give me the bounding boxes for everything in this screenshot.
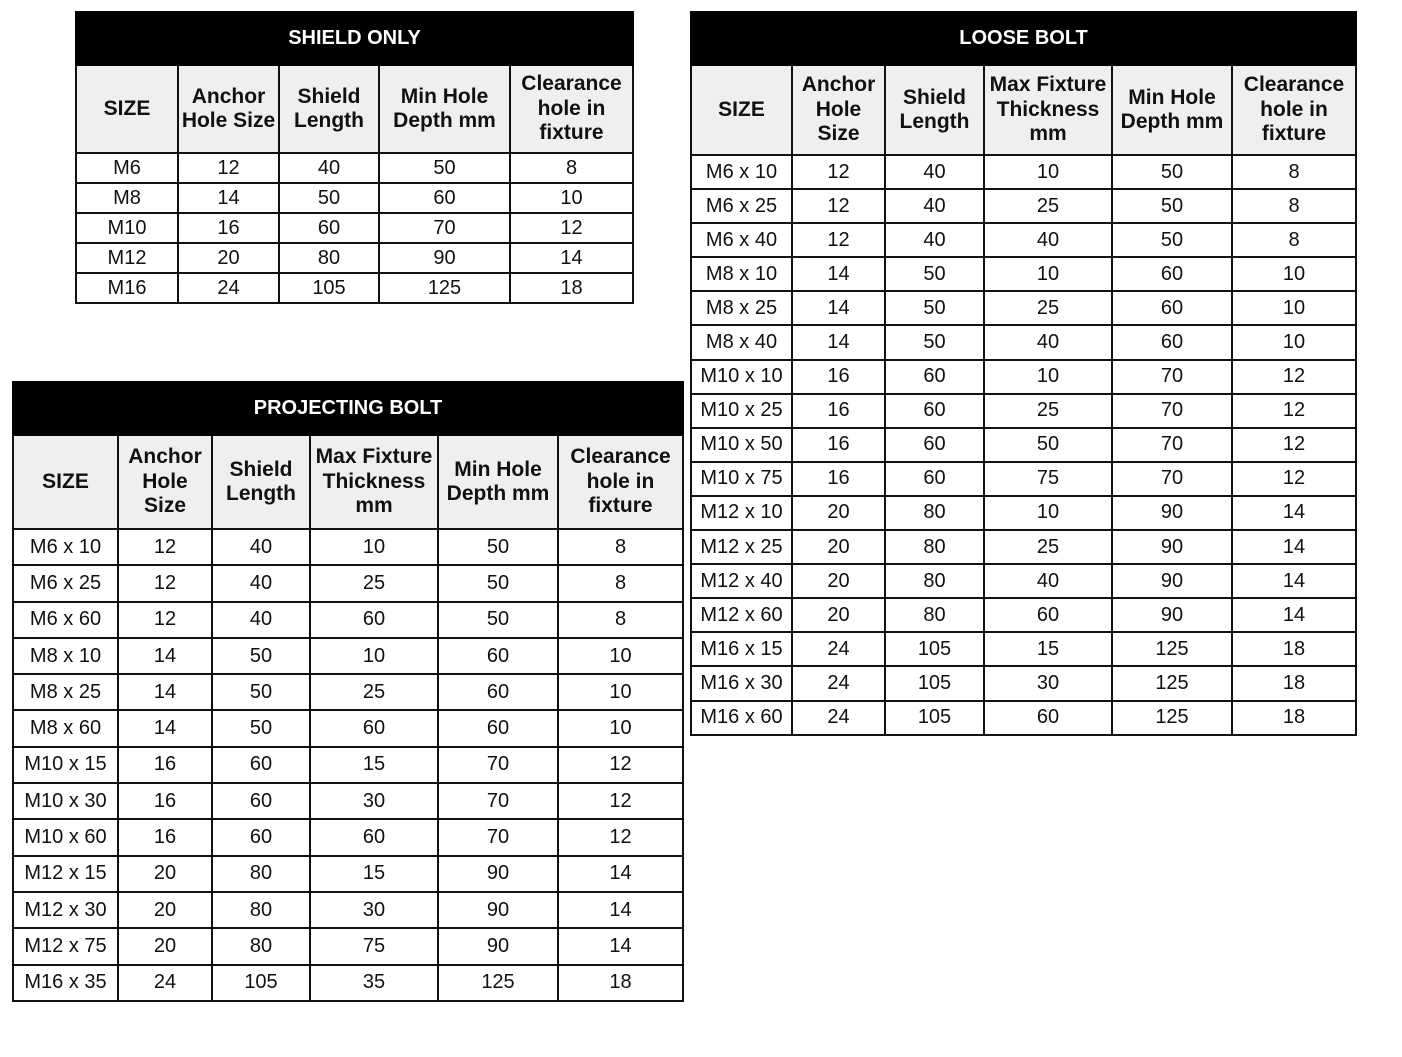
value-cell: 14 bbox=[792, 257, 885, 291]
value-cell: 14 bbox=[1232, 564, 1356, 598]
value-cell: 20 bbox=[118, 856, 212, 892]
table-row bbox=[13, 783, 683, 819]
value-cell: 60 bbox=[212, 783, 310, 819]
value-cell: 60 bbox=[885, 428, 984, 462]
size-cell: M12 x 30 bbox=[13, 892, 118, 928]
value-cell: 15 bbox=[310, 856, 438, 892]
size-cell: M16 x 35 bbox=[13, 965, 118, 1001]
value-cell: 60 bbox=[438, 638, 558, 674]
table-row bbox=[691, 223, 1356, 257]
value-cell: 20 bbox=[118, 928, 212, 964]
table-row bbox=[13, 747, 683, 783]
table-row bbox=[76, 243, 633, 273]
value-cell: 25 bbox=[984, 291, 1112, 325]
value-cell: 14 bbox=[792, 325, 885, 359]
value-cell: 50 bbox=[379, 153, 510, 183]
value-cell: 12 bbox=[558, 819, 683, 855]
size-cell: M12 x 15 bbox=[13, 856, 118, 892]
column-header-clearance-hole-in-fixture: Clearance hole in fixture bbox=[1232, 65, 1356, 155]
size-cell: M16 x 60 bbox=[691, 701, 792, 735]
column-header-max-fixture-thickness-mm: Max Fixture Thickness mm bbox=[984, 65, 1112, 155]
value-cell: 50 bbox=[438, 529, 558, 565]
value-cell: 14 bbox=[558, 892, 683, 928]
value-cell: 35 bbox=[310, 965, 438, 1001]
value-cell: 60 bbox=[885, 394, 984, 428]
value-cell: 90 bbox=[438, 856, 558, 892]
value-cell: 125 bbox=[1112, 666, 1232, 700]
value-cell: 18 bbox=[1232, 701, 1356, 735]
value-cell: 105 bbox=[885, 666, 984, 700]
column-header-shield-length: Shield Length bbox=[212, 435, 310, 529]
value-cell: 50 bbox=[438, 565, 558, 601]
value-cell: 8 bbox=[558, 602, 683, 638]
value-cell: 75 bbox=[984, 462, 1112, 496]
table-row bbox=[691, 155, 1356, 189]
value-cell: 60 bbox=[212, 819, 310, 855]
size-cell: M6 x 10 bbox=[13, 529, 118, 565]
value-cell: 70 bbox=[438, 747, 558, 783]
value-cell: 24 bbox=[118, 965, 212, 1001]
column-header-anchor-hole-size: Anchor Hole Size bbox=[178, 65, 279, 153]
size-cell: M6 x 25 bbox=[691, 189, 792, 223]
size-cell: M8 x 10 bbox=[691, 257, 792, 291]
value-cell: 70 bbox=[438, 819, 558, 855]
value-cell: 105 bbox=[279, 273, 379, 303]
size-cell: M12 bbox=[76, 243, 178, 273]
value-cell: 80 bbox=[212, 892, 310, 928]
value-cell: 70 bbox=[379, 213, 510, 243]
table-row bbox=[691, 666, 1356, 700]
value-cell: 18 bbox=[558, 965, 683, 1001]
table-row bbox=[691, 189, 1356, 223]
value-cell: 60 bbox=[1112, 325, 1232, 359]
value-cell: 50 bbox=[212, 710, 310, 746]
size-cell: M6 x 25 bbox=[13, 565, 118, 601]
size-cell: M10 x 30 bbox=[13, 783, 118, 819]
column-header-min-hole-depth-mm: Min Hole Depth mm bbox=[1112, 65, 1232, 155]
table-row bbox=[13, 928, 683, 964]
value-cell: 8 bbox=[1232, 189, 1356, 223]
value-cell: 90 bbox=[1112, 564, 1232, 598]
value-cell: 90 bbox=[1112, 598, 1232, 632]
value-cell: 10 bbox=[1232, 291, 1356, 325]
size-cell: M6 x 10 bbox=[691, 155, 792, 189]
value-cell: 20 bbox=[792, 564, 885, 598]
column-header-size: SIZE bbox=[76, 65, 178, 153]
column-header-anchor-hole-size: Anchor Hole Size bbox=[792, 65, 885, 155]
value-cell: 10 bbox=[310, 638, 438, 674]
column-header-min-hole-depth-mm: Min Hole Depth mm bbox=[438, 435, 558, 529]
value-cell: 90 bbox=[438, 892, 558, 928]
value-cell: 25 bbox=[984, 530, 1112, 564]
shield-only-table bbox=[75, 11, 634, 304]
table-row bbox=[13, 674, 683, 710]
size-cell: M8 x 25 bbox=[691, 291, 792, 325]
value-cell: 40 bbox=[885, 223, 984, 257]
value-cell: 70 bbox=[438, 783, 558, 819]
value-cell: 18 bbox=[1232, 666, 1356, 700]
value-cell: 8 bbox=[510, 153, 633, 183]
value-cell: 125 bbox=[379, 273, 510, 303]
size-cell: M12 x 10 bbox=[691, 496, 792, 530]
table-row bbox=[13, 638, 683, 674]
table-row bbox=[76, 183, 633, 213]
value-cell: 60 bbox=[1112, 257, 1232, 291]
table-title: PROJECTING BOLT bbox=[13, 382, 683, 435]
value-cell: 18 bbox=[510, 273, 633, 303]
value-cell: 40 bbox=[212, 529, 310, 565]
value-cell: 12 bbox=[1232, 360, 1356, 394]
size-cell: M8 bbox=[76, 183, 178, 213]
table-row bbox=[76, 213, 633, 243]
value-cell: 10 bbox=[984, 496, 1112, 530]
value-cell: 80 bbox=[885, 598, 984, 632]
value-cell: 80 bbox=[212, 856, 310, 892]
value-cell: 25 bbox=[310, 565, 438, 601]
size-cell: M10 x 60 bbox=[13, 819, 118, 855]
column-header-shield-length: Shield Length bbox=[279, 65, 379, 153]
value-cell: 70 bbox=[1112, 360, 1232, 394]
value-cell: 40 bbox=[984, 223, 1112, 257]
value-cell: 30 bbox=[310, 892, 438, 928]
size-cell: M10 x 75 bbox=[691, 462, 792, 496]
value-cell: 40 bbox=[212, 565, 310, 601]
value-cell: 16 bbox=[792, 428, 885, 462]
value-cell: 10 bbox=[558, 710, 683, 746]
value-cell: 105 bbox=[212, 965, 310, 1001]
value-cell: 16 bbox=[792, 462, 885, 496]
value-cell: 90 bbox=[438, 928, 558, 964]
value-cell: 40 bbox=[885, 189, 984, 223]
value-cell: 90 bbox=[1112, 496, 1232, 530]
value-cell: 24 bbox=[792, 632, 885, 666]
value-cell: 14 bbox=[118, 638, 212, 674]
value-cell: 125 bbox=[1112, 632, 1232, 666]
value-cell: 14 bbox=[1232, 530, 1356, 564]
value-cell: 60 bbox=[379, 183, 510, 213]
value-cell: 18 bbox=[1232, 632, 1356, 666]
value-cell: 80 bbox=[885, 530, 984, 564]
table-row bbox=[13, 565, 683, 601]
table-row bbox=[691, 462, 1356, 496]
value-cell: 12 bbox=[118, 602, 212, 638]
value-cell: 12 bbox=[118, 529, 212, 565]
table-row bbox=[691, 632, 1356, 666]
value-cell: 12 bbox=[1232, 462, 1356, 496]
value-cell: 60 bbox=[310, 710, 438, 746]
table-row bbox=[691, 325, 1356, 359]
value-cell: 24 bbox=[178, 273, 279, 303]
value-cell: 60 bbox=[438, 710, 558, 746]
column-header-max-fixture-thickness-mm: Max Fixture Thickness mm bbox=[310, 435, 438, 529]
column-header-size: SIZE bbox=[691, 65, 792, 155]
value-cell: 70 bbox=[1112, 394, 1232, 428]
value-cell: 40 bbox=[885, 155, 984, 189]
value-cell: 12 bbox=[118, 565, 212, 601]
value-cell: 16 bbox=[118, 783, 212, 819]
column-header-clearance-hole-in-fixture: Clearance hole in fixture bbox=[510, 65, 633, 153]
value-cell: 60 bbox=[212, 747, 310, 783]
value-cell: 105 bbox=[885, 701, 984, 735]
value-cell: 12 bbox=[1232, 428, 1356, 462]
value-cell: 15 bbox=[984, 632, 1112, 666]
table-row bbox=[13, 529, 683, 565]
value-cell: 14 bbox=[1232, 496, 1356, 530]
value-cell: 50 bbox=[885, 325, 984, 359]
table-row bbox=[13, 892, 683, 928]
value-cell: 14 bbox=[118, 674, 212, 710]
table-row bbox=[691, 291, 1356, 325]
value-cell: 50 bbox=[885, 257, 984, 291]
value-cell: 60 bbox=[984, 701, 1112, 735]
value-cell: 14 bbox=[1232, 598, 1356, 632]
table-row bbox=[13, 602, 683, 638]
size-cell: M8 x 25 bbox=[13, 674, 118, 710]
value-cell: 40 bbox=[212, 602, 310, 638]
size-cell: M12 x 40 bbox=[691, 564, 792, 598]
value-cell: 14 bbox=[118, 710, 212, 746]
value-cell: 30 bbox=[310, 783, 438, 819]
size-cell: M12 x 25 bbox=[691, 530, 792, 564]
value-cell: 125 bbox=[1112, 701, 1232, 735]
table-row bbox=[691, 496, 1356, 530]
value-cell: 40 bbox=[279, 153, 379, 183]
column-header-shield-length: Shield Length bbox=[885, 65, 984, 155]
value-cell: 12 bbox=[178, 153, 279, 183]
value-cell: 20 bbox=[792, 530, 885, 564]
table-row bbox=[691, 428, 1356, 462]
value-cell: 20 bbox=[118, 892, 212, 928]
value-cell: 60 bbox=[438, 674, 558, 710]
value-cell: 80 bbox=[885, 496, 984, 530]
value-cell: 12 bbox=[792, 189, 885, 223]
value-cell: 60 bbox=[1112, 291, 1232, 325]
table-row bbox=[691, 701, 1356, 735]
size-cell: M6 x 40 bbox=[691, 223, 792, 257]
value-cell: 10 bbox=[984, 360, 1112, 394]
value-cell: 50 bbox=[1112, 155, 1232, 189]
size-cell: M16 x 15 bbox=[691, 632, 792, 666]
size-cell: M12 x 75 bbox=[13, 928, 118, 964]
value-cell: 30 bbox=[984, 666, 1112, 700]
table-row bbox=[691, 257, 1356, 291]
size-cell: M10 x 10 bbox=[691, 360, 792, 394]
value-cell: 12 bbox=[558, 783, 683, 819]
value-cell: 80 bbox=[212, 928, 310, 964]
value-cell: 10 bbox=[510, 183, 633, 213]
table-row bbox=[13, 819, 683, 855]
value-cell: 8 bbox=[558, 565, 683, 601]
table-row bbox=[13, 710, 683, 746]
size-cell: M6 x 60 bbox=[13, 602, 118, 638]
value-cell: 14 bbox=[558, 928, 683, 964]
size-cell: M10 x 15 bbox=[13, 747, 118, 783]
value-cell: 8 bbox=[1232, 155, 1356, 189]
value-cell: 20 bbox=[792, 496, 885, 530]
value-cell: 80 bbox=[279, 243, 379, 273]
table-row bbox=[76, 153, 633, 183]
value-cell: 50 bbox=[1112, 189, 1232, 223]
value-cell: 10 bbox=[310, 529, 438, 565]
value-cell: 16 bbox=[118, 747, 212, 783]
value-cell: 50 bbox=[279, 183, 379, 213]
value-cell: 60 bbox=[279, 213, 379, 243]
value-cell: 40 bbox=[984, 564, 1112, 598]
value-cell: 60 bbox=[310, 602, 438, 638]
value-cell: 24 bbox=[792, 701, 885, 735]
size-cell: M16 x 30 bbox=[691, 666, 792, 700]
size-cell: M12 x 60 bbox=[691, 598, 792, 632]
value-cell: 10 bbox=[1232, 257, 1356, 291]
value-cell: 8 bbox=[1232, 223, 1356, 257]
value-cell: 50 bbox=[212, 674, 310, 710]
column-header-size: SIZE bbox=[13, 435, 118, 529]
size-cell: M10 x 50 bbox=[691, 428, 792, 462]
column-header-min-hole-depth-mm: Min Hole Depth mm bbox=[379, 65, 510, 153]
value-cell: 80 bbox=[885, 564, 984, 598]
table-row bbox=[13, 965, 683, 1001]
value-cell: 16 bbox=[178, 213, 279, 243]
table-row bbox=[691, 394, 1356, 428]
value-cell: 10 bbox=[1232, 325, 1356, 359]
table-title: SHIELD ONLY bbox=[76, 12, 633, 65]
size-cell: M8 x 10 bbox=[13, 638, 118, 674]
size-cell: M16 bbox=[76, 273, 178, 303]
value-cell: 16 bbox=[792, 360, 885, 394]
value-cell: 12 bbox=[792, 155, 885, 189]
value-cell: 24 bbox=[792, 666, 885, 700]
value-cell: 16 bbox=[118, 819, 212, 855]
value-cell: 14 bbox=[792, 291, 885, 325]
value-cell: 10 bbox=[558, 638, 683, 674]
table-row bbox=[691, 360, 1356, 394]
column-header-clearance-hole-in-fixture: Clearance hole in fixture bbox=[558, 435, 683, 529]
value-cell: 8 bbox=[558, 529, 683, 565]
value-cell: 60 bbox=[885, 462, 984, 496]
value-cell: 50 bbox=[984, 428, 1112, 462]
value-cell: 14 bbox=[510, 243, 633, 273]
value-cell: 105 bbox=[885, 632, 984, 666]
size-cell: M8 x 60 bbox=[13, 710, 118, 746]
value-cell: 50 bbox=[438, 602, 558, 638]
table-row bbox=[13, 856, 683, 892]
size-cell: M8 x 40 bbox=[691, 325, 792, 359]
table-row bbox=[691, 598, 1356, 632]
value-cell: 14 bbox=[178, 183, 279, 213]
table-row bbox=[691, 530, 1356, 564]
value-cell: 40 bbox=[984, 325, 1112, 359]
value-cell: 90 bbox=[1112, 530, 1232, 564]
size-cell: M10 bbox=[76, 213, 178, 243]
value-cell: 50 bbox=[1112, 223, 1232, 257]
table-row bbox=[691, 564, 1356, 598]
value-cell: 50 bbox=[885, 291, 984, 325]
value-cell: 10 bbox=[558, 674, 683, 710]
value-cell: 10 bbox=[984, 155, 1112, 189]
value-cell: 20 bbox=[178, 243, 279, 273]
value-cell: 50 bbox=[212, 638, 310, 674]
value-cell: 20 bbox=[792, 598, 885, 632]
value-cell: 75 bbox=[310, 928, 438, 964]
value-cell: 12 bbox=[558, 747, 683, 783]
value-cell: 15 bbox=[310, 747, 438, 783]
value-cell: 10 bbox=[984, 257, 1112, 291]
value-cell: 25 bbox=[984, 394, 1112, 428]
value-cell: 25 bbox=[984, 189, 1112, 223]
size-cell: M10 x 25 bbox=[691, 394, 792, 428]
value-cell: 125 bbox=[438, 965, 558, 1001]
table-title: LOOSE BOLT bbox=[691, 12, 1356, 65]
value-cell: 90 bbox=[379, 243, 510, 273]
value-cell: 25 bbox=[310, 674, 438, 710]
value-cell: 14 bbox=[558, 856, 683, 892]
size-cell: M6 bbox=[76, 153, 178, 183]
loose-bolt-table bbox=[690, 11, 1357, 736]
value-cell: 60 bbox=[885, 360, 984, 394]
table-row bbox=[76, 273, 633, 303]
value-cell: 60 bbox=[310, 819, 438, 855]
value-cell: 70 bbox=[1112, 428, 1232, 462]
value-cell: 12 bbox=[792, 223, 885, 257]
value-cell: 16 bbox=[792, 394, 885, 428]
column-header-anchor-hole-size: Anchor Hole Size bbox=[118, 435, 212, 529]
value-cell: 60 bbox=[984, 598, 1112, 632]
value-cell: 70 bbox=[1112, 462, 1232, 496]
value-cell: 12 bbox=[510, 213, 633, 243]
projecting-bolt-table bbox=[12, 381, 684, 1002]
value-cell: 12 bbox=[1232, 394, 1356, 428]
